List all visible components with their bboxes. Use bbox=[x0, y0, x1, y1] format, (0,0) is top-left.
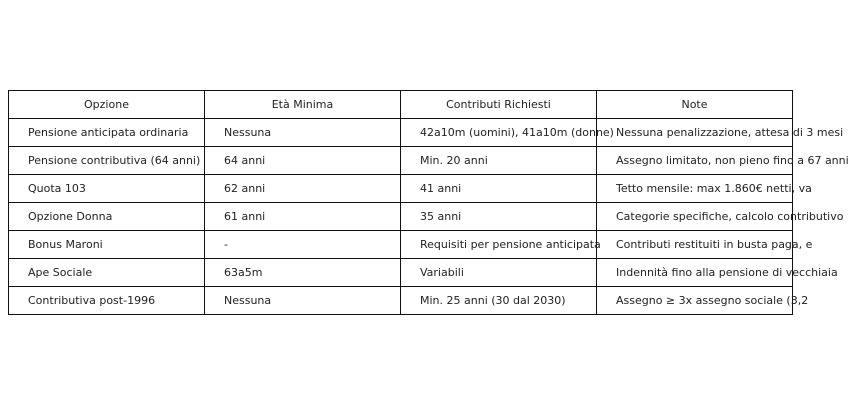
cell-opzione: Ape Sociale bbox=[9, 259, 205, 287]
cell-note: Tetto mensile: max 1.860€ netti, va bbox=[597, 175, 793, 203]
cell-opzione: Pensione contributiva (64 anni) bbox=[9, 147, 205, 175]
cell-eta-minima: Nessuna bbox=[205, 287, 401, 315]
cell-eta-minima: 61 anni bbox=[205, 203, 401, 231]
table-header-row bbox=[9, 91, 793, 119]
header-opzione: Opzione bbox=[9, 91, 205, 119]
table-row bbox=[9, 259, 793, 287]
cell-opzione: Opzione Donna bbox=[9, 203, 205, 231]
cell-note: Categorie specifiche, calcolo contributivo bbox=[597, 203, 793, 231]
cell-contributi: Requisiti per pensione anticipata bbox=[401, 231, 597, 259]
cell-opzione: Quota 103 bbox=[9, 175, 205, 203]
cell-contributi: Variabili bbox=[401, 259, 597, 287]
cell-eta-minima: 63a5m bbox=[205, 259, 401, 287]
table-row bbox=[9, 231, 793, 259]
cell-contributi: 41 anni bbox=[401, 175, 597, 203]
cell-eta-minima: 62 anni bbox=[205, 175, 401, 203]
table-row bbox=[9, 147, 793, 175]
cell-opzione: Pensione anticipata ordinaria bbox=[9, 119, 205, 147]
table-row bbox=[9, 203, 793, 231]
cell-eta-minima: - bbox=[205, 231, 401, 259]
cell-note: Contributi restituiti in busta paga, e bbox=[597, 231, 793, 259]
pension-options-table bbox=[8, 90, 849, 315]
pension-options-table-container bbox=[8, 90, 849, 315]
cell-contributi: 35 anni bbox=[401, 203, 597, 231]
cell-opzione: Contributiva post-1996 bbox=[9, 287, 205, 315]
cell-eta-minima: 64 anni bbox=[205, 147, 401, 175]
cell-contributi: Min. 20 anni bbox=[401, 147, 597, 175]
table-row bbox=[9, 175, 793, 203]
header-eta-minima: Età Minima bbox=[205, 91, 401, 119]
cell-contributi: Min. 25 anni (30 dal 2030) bbox=[401, 287, 597, 315]
header-note: Note bbox=[597, 91, 793, 119]
cell-note: Assegno ≥ 3x assegno sociale (3,2 bbox=[597, 287, 793, 315]
cell-opzione: Bonus Maroni bbox=[9, 231, 205, 259]
header-contributi-richiesti: Contributi Richiesti bbox=[401, 91, 597, 119]
cell-eta-minima: Nessuna bbox=[205, 119, 401, 147]
cell-contributi: 42a10m (uomini), 41a10m (donne) bbox=[401, 119, 597, 147]
table-row bbox=[9, 119, 793, 147]
table-row bbox=[9, 287, 793, 315]
cell-note: Assegno limitato, non pieno fino a 67 anni bbox=[597, 147, 793, 175]
cell-note: Nessuna penalizzazione, attesa di 3 mesi bbox=[597, 119, 793, 147]
cell-note: Indennità fino alla pensione di vecchiaia bbox=[597, 259, 793, 287]
